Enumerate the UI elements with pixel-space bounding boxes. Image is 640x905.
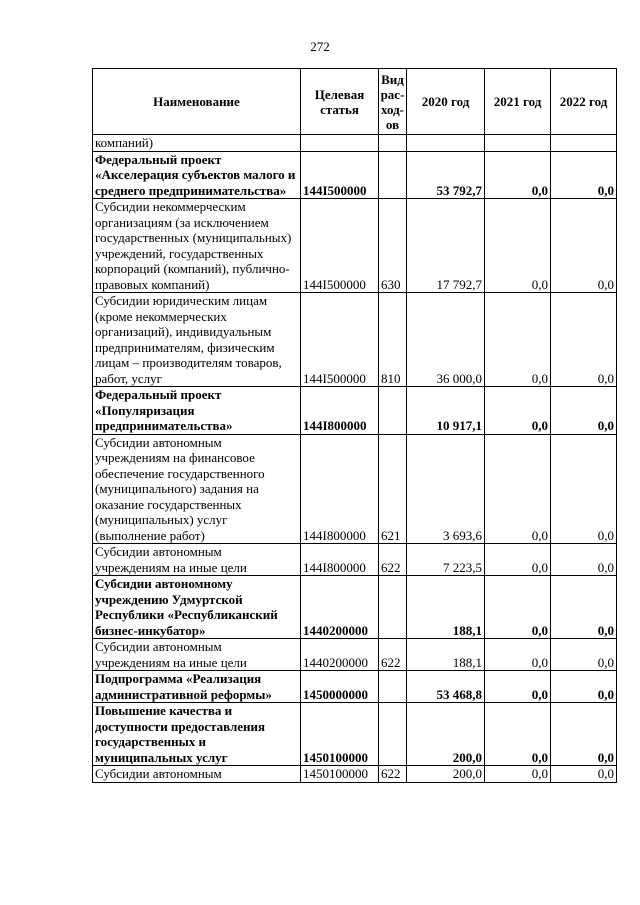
cell-2021: 0,0	[485, 766, 551, 783]
cell-2021: 0,0	[485, 576, 551, 639]
cell-name: Федеральный проект «Популяризация предпринимательства»	[93, 387, 301, 435]
cell-target-code: 144I800000	[301, 544, 379, 576]
cell-2022: 0,0	[551, 671, 617, 703]
table-body	[93, 135, 617, 783]
cell-2020: 200,0	[407, 766, 485, 783]
cell-name: Субсидии автономным учреждениям на финансовое обеспечение государственного (муниципального) задания на оказание государственных (муниципальных) услуг (выполнение работ)	[93, 434, 301, 544]
cell-2020: 200,0	[407, 703, 485, 766]
cell-expense-type	[379, 135, 407, 152]
cell-2022: 0,0	[551, 151, 617, 199]
cell-expense-type: 622	[379, 639, 407, 671]
cell-name: Субсидии автономным учреждениям на иные цели	[93, 639, 301, 671]
cell-2022: 0,0	[551, 434, 617, 544]
cell-target-code: 144I500000	[301, 199, 379, 293]
cell-2020: 188,1	[407, 576, 485, 639]
table-row	[93, 293, 617, 387]
cell-name: Субсидии автономному учреждению Удмуртской Республики «Республиканский бизнес-инкубатор»	[93, 576, 301, 639]
cell-name: Субсидии некоммерческим организациям (за исключением государственных (муниципальных) учреждений, государственных корпораций (компаний), публично-правовых компаний)	[93, 199, 301, 293]
cell-target-code: 144I500000	[301, 151, 379, 199]
cell-target-code: 144I500000	[301, 293, 379, 387]
cell-name: Федеральный проект «Акселерация субъектов малого и среднего предпринимательства»	[93, 151, 301, 199]
cell-target-code: 1440200000	[301, 639, 379, 671]
cell-2020: 53 792,7	[407, 151, 485, 199]
cell-expense-type	[379, 151, 407, 199]
page-number: 272	[310, 39, 330, 54]
cell-target-code: 1450100000	[301, 766, 379, 783]
cell-2020: 3 693,6	[407, 434, 485, 544]
table-row	[93, 766, 617, 783]
cell-2022: 0,0	[551, 576, 617, 639]
cell-2021: 0,0	[485, 671, 551, 703]
cell-2021: 0,0	[485, 387, 551, 435]
table-row	[93, 671, 617, 703]
cell-2022	[551, 135, 617, 152]
cell-name: Субсидии юридическим лицам (кроме некоммерческих организаций), индивидуальным предпринимателям, физическим лицам – производителям товаров, работ, услуг	[93, 293, 301, 387]
cell-expense-type: 810	[379, 293, 407, 387]
cell-2020: 188,1	[407, 639, 485, 671]
header-expense-type: Вид рас-ход-ов	[379, 69, 407, 135]
cell-2022: 0,0	[551, 387, 617, 435]
cell-target-code: 144I800000	[301, 387, 379, 435]
table-row	[93, 544, 617, 576]
cell-2022: 0,0	[551, 703, 617, 766]
header-2022: 2022 год	[551, 69, 617, 135]
table-row	[93, 703, 617, 766]
cell-2020: 36 000,0	[407, 293, 485, 387]
table-row	[93, 434, 617, 544]
header-name: Наименование	[93, 69, 301, 135]
budget-table	[92, 68, 617, 783]
cell-2022: 0,0	[551, 199, 617, 293]
cell-name: компаний)	[93, 135, 301, 152]
table-row	[93, 576, 617, 639]
cell-name: Подпрограмма «Реализация административной реформы»	[93, 671, 301, 703]
cell-2020: 17 792,7	[407, 199, 485, 293]
cell-2020: 10 917,1	[407, 387, 485, 435]
cell-2020: 7 223,5	[407, 544, 485, 576]
cell-name: Субсидии автономным учреждениям на иные цели	[93, 544, 301, 576]
cell-2020	[407, 135, 485, 152]
cell-2021	[485, 135, 551, 152]
cell-name: Повышение качества и доступности предоставления государственных и муниципальных услуг	[93, 703, 301, 766]
cell-2022: 0,0	[551, 544, 617, 576]
header-2020: 2020 год	[407, 69, 485, 135]
cell-expense-type: 630	[379, 199, 407, 293]
cell-expense-type	[379, 387, 407, 435]
cell-expense-type: 622	[379, 544, 407, 576]
cell-expense-type: 621	[379, 434, 407, 544]
table-row	[93, 639, 617, 671]
cell-2022: 0,0	[551, 293, 617, 387]
cell-2022: 0,0	[551, 639, 617, 671]
cell-2021: 0,0	[485, 151, 551, 199]
cell-expense-type	[379, 671, 407, 703]
cell-target-code: 1450100000	[301, 703, 379, 766]
cell-expense-type	[379, 703, 407, 766]
table-row	[93, 135, 617, 152]
table-row	[93, 387, 617, 435]
cell-2020: 53 468,8	[407, 671, 485, 703]
cell-target-code: 144I800000	[301, 434, 379, 544]
cell-target-code	[301, 135, 379, 152]
header-2021: 2021 год	[485, 69, 551, 135]
table-header-row	[93, 69, 617, 135]
cell-2021: 0,0	[485, 199, 551, 293]
cell-target-code: 1440200000	[301, 576, 379, 639]
cell-2021: 0,0	[485, 703, 551, 766]
cell-expense-type	[379, 576, 407, 639]
cell-2021: 0,0	[485, 639, 551, 671]
cell-2021: 0,0	[485, 544, 551, 576]
table-row	[93, 199, 617, 293]
table-row	[93, 151, 617, 199]
cell-2021: 0,0	[485, 293, 551, 387]
cell-2022: 0,0	[551, 766, 617, 783]
header-target: Целевая статья	[301, 69, 379, 135]
cell-name: Субсидии автономным	[93, 766, 301, 783]
cell-target-code: 1450000000	[301, 671, 379, 703]
cell-expense-type: 622	[379, 766, 407, 783]
cell-2021: 0,0	[485, 434, 551, 544]
